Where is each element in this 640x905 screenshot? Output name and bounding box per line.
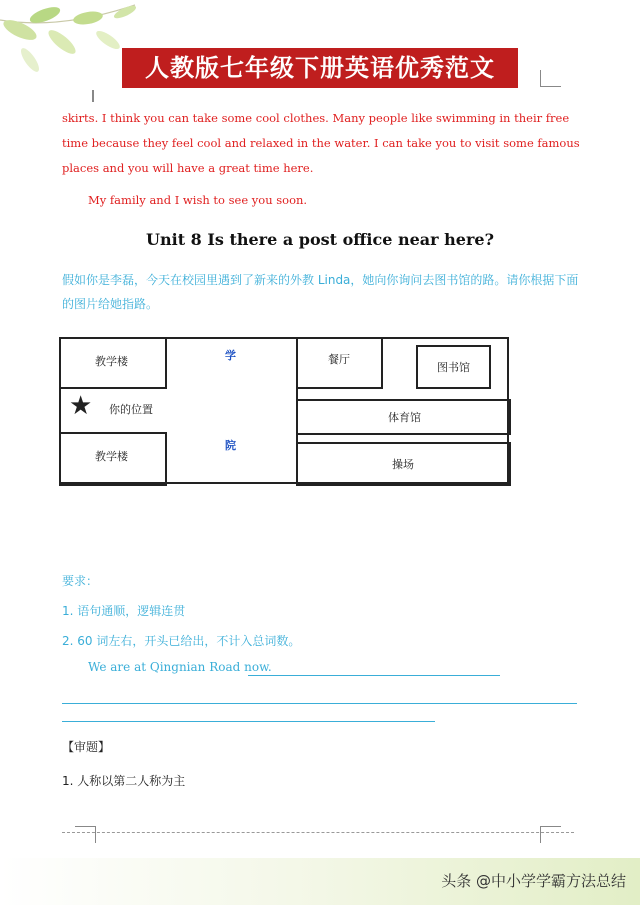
- answer-line-3: [62, 721, 435, 722]
- map-label-playground: 操场: [392, 458, 414, 471]
- map-playground: [296, 442, 511, 486]
- essay-starter: We are at Qingnian Road now.: [88, 660, 272, 674]
- map-teaching-building-top: [59, 337, 167, 389]
- requirements-heading: 要求：: [62, 574, 99, 588]
- map-label-teaching-building-top: 教学楼: [95, 355, 128, 368]
- unit-title: Unit 8 Is there a post office near here?: [146, 230, 494, 249]
- map-road-char-2: 院: [225, 439, 236, 452]
- map-label-teaching-building-bottom: 教学楼: [95, 450, 128, 463]
- crop-mark-top-left: [92, 90, 100, 102]
- requirement-item-2: 2. 60 词左右，开头已给出，不计入总词数。: [62, 634, 301, 648]
- map-gym: [296, 399, 511, 435]
- map-road-char-1: 学: [225, 349, 236, 362]
- map-label-restaurant: 餐厅: [328, 353, 350, 366]
- map-label-your-position: 你的位置: [109, 403, 153, 416]
- letter-closing: My family and I wish to see you soon.: [88, 193, 308, 207]
- watermark: 头条 @中小学学霸方法总结: [441, 872, 626, 890]
- analysis-heading: 【审题】: [62, 740, 111, 754]
- map-library: [416, 345, 491, 389]
- star-icon: ★: [69, 391, 93, 421]
- writing-prompt: 假如你是李磊，今天在校园里遇到了新来的外教 Linda，她向你询问去图书馆的路。请你根据下面的图片给她指路。: [62, 273, 579, 311]
- crop-mark-top-right: [540, 70, 561, 87]
- map-restaurant: [296, 337, 383, 389]
- map-label-gym: 体育馆: [388, 411, 421, 424]
- map-label-library: 图书馆: [437, 361, 470, 374]
- requirement-item-1: 1. 语句通顺，逻辑连贯: [62, 604, 186, 618]
- crop-mark-bottom-right: [540, 826, 561, 843]
- page-divider: [62, 832, 574, 833]
- answer-line-1: [248, 675, 500, 676]
- letter-paragraph: skirts. I think you can take some cool clothes. Many people like swimming in their free time because they feel cool and relaxed in the water. I can take you to visit some famous places and you will have a great time here.: [62, 111, 580, 175]
- answer-line-2: [62, 703, 577, 704]
- crop-mark-bottom-left: [75, 826, 96, 843]
- analysis-item-1: 1. 人称以第二人称为主: [62, 774, 186, 788]
- campus-map: [59, 337, 509, 484]
- page-title: 人教版七年级下册英语优秀范文: [122, 48, 518, 88]
- map-teaching-building-bottom: [59, 432, 167, 486]
